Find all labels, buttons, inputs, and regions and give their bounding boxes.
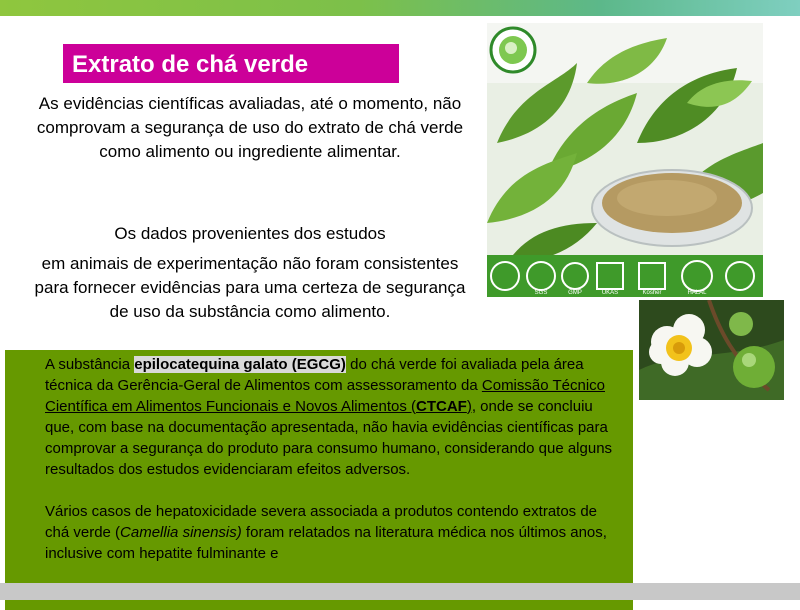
hepatotoxicity-paragraph xyxy=(15,501,623,564)
cert-label-halal: HALAL xyxy=(687,290,707,296)
studies-rest: em animais de experimentação não foram consistentes para fornecer evidências para uma certeza de segurança de uso da substância como alimento. xyxy=(34,254,466,321)
ecgg-paragraph xyxy=(15,354,623,480)
ctcaf-acronym: CTCAF xyxy=(416,398,467,415)
bottom-bar xyxy=(0,583,800,600)
cert-label-gmp: GMP xyxy=(568,290,582,296)
ecgg-text-end: onde se concluiu que, com base na documentação apresentada, não havia evidências científicas para comprovar a segurança do produto para consumo humano, considerando que alguns resultados dos estudos evidenciaram efeitos adversos. xyxy=(45,398,613,478)
ctcaf-end: ), xyxy=(466,398,476,415)
cert-label-sgs: SGS xyxy=(534,290,548,296)
species-name: Camellia sinensis) xyxy=(120,524,242,541)
ecgg-info-box xyxy=(5,350,633,610)
intro-paragraph: As evidências científicas avaliadas, até o momento, não comprovam a segurança de uso do extrato de chá verde como alimento ou ingrediente alimentar. xyxy=(36,94,464,161)
slide-title: Extrato de chá verde xyxy=(63,44,399,83)
tea-flower-photo xyxy=(639,300,784,400)
ecgg-text-start: A substância xyxy=(45,356,135,373)
studies-paragraph xyxy=(30,222,470,324)
ecgg-term: epilocatequina galato (EGCG) xyxy=(134,356,346,373)
green-tea-photo xyxy=(487,23,763,297)
studies-line1: Os dados provenientes dos estudos xyxy=(114,224,386,243)
cert-label-kosher: Kosher xyxy=(642,290,662,296)
ecgg-text-mid: do chá verde foi avaliada pela área técnica da Gerência-Geral de Alimentos com assessoramento da xyxy=(45,356,584,394)
hepato-text-start: Vários casos de hepatoxicidade severa associada a produtos contendo extratos de chá verde ( xyxy=(45,503,598,541)
cert-label-ukas: UKAS xyxy=(601,290,619,296)
hepato-text-end: foram relatados na literatura médica nos últimos anos, inclusive com hepatite fulminante e xyxy=(45,524,607,562)
top-accent-bar xyxy=(0,0,800,16)
ctcaf-name: Comissão Técnico Científica em Alimentos Funcionais e Novos Alimentos ( xyxy=(45,377,605,415)
